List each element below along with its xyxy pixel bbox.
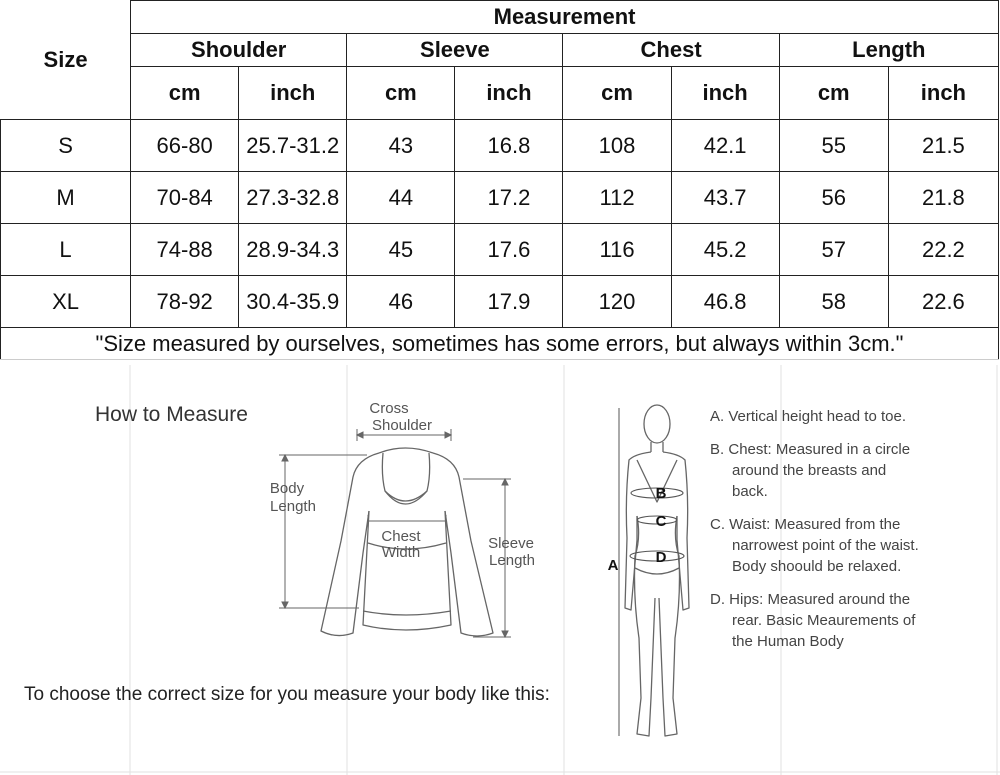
list-item [710,406,920,427]
value-cell: 25.7-31.2 [239,120,347,172]
value-cell: 22.6 [888,276,998,328]
value-cell: 44 [347,172,455,224]
measure-instruction: To choose the correct size for you measure your body like this: [24,684,550,705]
value-cell: 46.8 [671,276,779,328]
body-label-a: A [607,557,619,574]
value-cell: 112 [563,172,671,224]
list-item [710,514,920,577]
how-to-measure-title: How to Measure [95,403,248,426]
cross-shoulder-label: Shoulder [371,417,433,434]
size-cell: L [1,224,131,276]
how-to-measure-panel [0,368,1000,775]
list-item [710,439,920,502]
value-cell: 58 [779,276,888,328]
value-cell: 66-80 [131,120,239,172]
value-cell: 17.2 [455,172,563,224]
unit-header: inch [239,67,347,120]
step-text: Waist: Measured from the narrowest point of the waist. Body shoould be relaxed. [729,516,919,575]
value-cell: 108 [563,120,671,172]
body-label-d: D [655,549,667,566]
unit-header: cm [347,67,455,120]
step-text: Vertical height head to toe. [728,408,906,425]
group-header-sleeve: Sleeve [347,34,563,67]
value-cell: 45.2 [671,224,779,276]
value-cell: 17.9 [455,276,563,328]
unit-header: inch [671,67,779,120]
group-header-chest: Chest [563,34,779,67]
value-cell: 43.7 [671,172,779,224]
chest-width-label: Width [381,544,421,561]
size-cell: S [1,120,131,172]
step-text: Hips: Measured around the rear. Basic Meaurements of the Human Body [729,591,916,650]
step-text: Chest: Measured in a circle around the breasts and back. [728,441,911,500]
chest-width-label: Chest [381,528,421,545]
list-item [710,589,920,652]
size-note: "Size measured by ourselves, sometimes has some errors, but always within 3cm." [1,328,999,360]
body-label-c: C [655,513,667,530]
unit-header: inch [455,67,563,120]
value-cell: 21.5 [888,120,998,172]
value-cell: 78-92 [131,276,239,328]
sweater-diagram [255,393,555,643]
value-cell: 74-88 [131,224,239,276]
value-cell: 120 [563,276,671,328]
body-length-label: Length [270,498,316,515]
group-header-length: Length [779,34,998,67]
sleeve-length-label: Sleeve [488,535,534,552]
value-cell: 57 [779,224,888,276]
value-cell: 21.8 [888,172,998,224]
value-cell: 55 [779,120,888,172]
value-cell: 30.4-35.9 [239,276,347,328]
value-cell: 56 [779,172,888,224]
size-cell: XL [1,276,131,328]
body-label-b: B [655,485,667,502]
unit-header: cm [779,67,888,120]
value-cell: 46 [347,276,455,328]
group-header-shoulder: Shoulder [131,34,347,67]
size-cell: M [1,172,131,224]
value-cell: 45 [347,224,455,276]
measurement-header: Measurement [131,1,999,34]
step-letter: C. [710,516,725,533]
step-letter: B. [710,441,725,458]
table-row [1,224,999,276]
cross-shoulder-label: Cross [369,400,409,417]
value-cell: 27.3-32.8 [239,172,347,224]
body-figure-diagram [595,398,705,773]
value-cell: 28.9-34.3 [239,224,347,276]
value-cell: 16.8 [455,120,563,172]
table-row [1,276,999,328]
value-cell: 22.2 [888,224,998,276]
sleeve-length-label: Length [489,552,535,569]
table-row [1,120,999,172]
step-letter: D. [710,591,725,608]
size-header: Size [1,1,131,120]
body-length-label: Body [269,480,305,497]
value-cell: 70-84 [131,172,239,224]
unit-header: cm [131,67,239,120]
unit-header: cm [563,67,671,120]
value-cell: 43 [347,120,455,172]
size-chart-table [0,0,999,360]
value-cell: 42.1 [671,120,779,172]
unit-header: inch [888,67,998,120]
value-cell: 17.6 [455,224,563,276]
step-letter: A. [710,408,725,425]
table-row [1,172,999,224]
measurement-steps [710,406,920,664]
value-cell: 116 [563,224,671,276]
